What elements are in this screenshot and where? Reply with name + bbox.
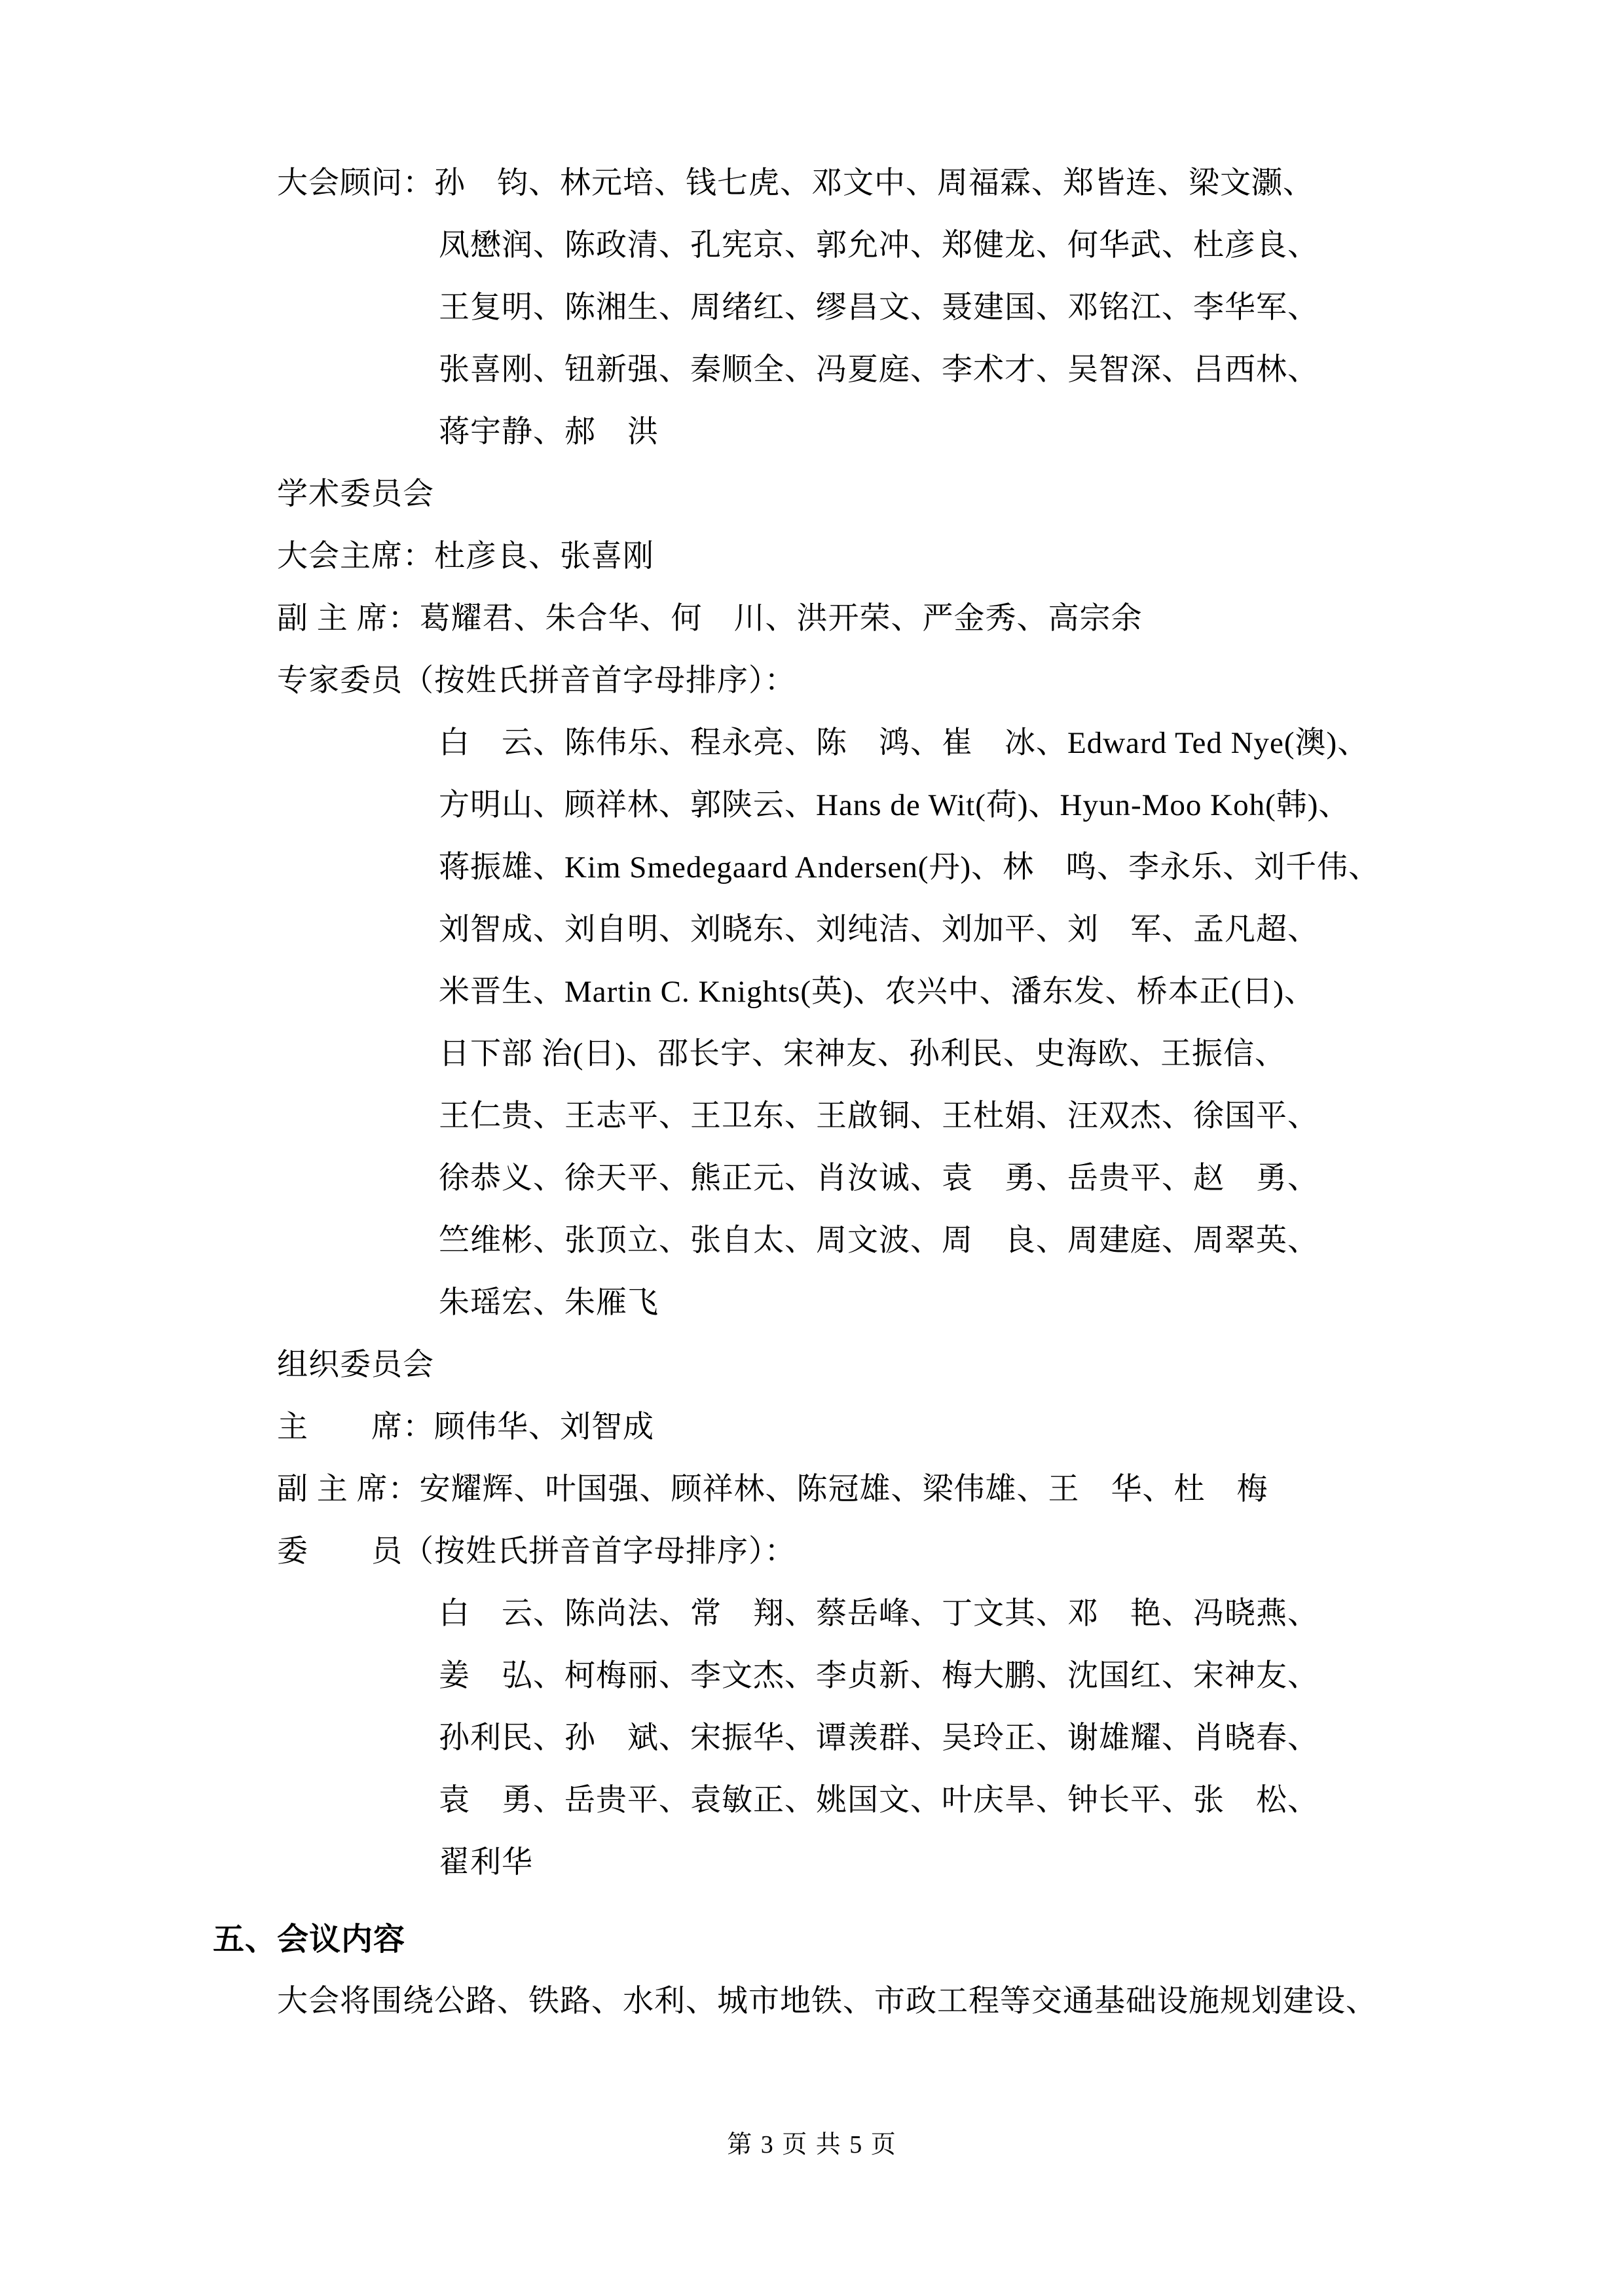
doc-line: 朱瑶宏、朱雁飞 bbox=[439, 1286, 659, 1320]
doc-line: 米晋生、Martin C. Knights(英)、农兴中、潘东发、桥本正(日)、 bbox=[439, 975, 1316, 1009]
doc-line: 大会主席：杜彦良、张喜刚 bbox=[277, 539, 654, 574]
doc-line: 副 主 席：葛耀君、朱合华、何 川、洪开荣、严金秀、高宗余 bbox=[277, 602, 1143, 636]
doc-line: 委 员（按姓氏拼音首字母排序）： bbox=[277, 1535, 796, 1569]
doc-line: 姜 弘、柯梅丽、李文杰、李贞新、梅大鹏、沈国红、宋神友、 bbox=[439, 1659, 1319, 1693]
doc-line: 孙利民、孙 斌、宋振华、谭羡群、吴玲正、谢雄耀、肖晓春、 bbox=[439, 1721, 1319, 1755]
document-body bbox=[213, 153, 1457, 2033]
doc-line: 张喜刚、钮新强、秦顺全、冯夏庭、李术才、吴智深、吕西林、 bbox=[439, 353, 1319, 387]
doc-line: 蒋宇静、郝 洪 bbox=[439, 415, 659, 449]
doc-line: 白 云、陈伟乐、程永亮、陈 鸿、崔 冰、Edward Ted Nye(澳)、 bbox=[439, 726, 1369, 760]
doc-line: 学术委员会 bbox=[277, 477, 434, 511]
doc-line: 徐恭义、徐天平、熊正元、肖汝诚、袁 勇、岳贵平、赵 勇、 bbox=[439, 1161, 1319, 1195]
doc-line: 白 云、陈尚法、常 翔、蔡岳峰、丁文其、邓 艳、冯晓燕、 bbox=[439, 1597, 1319, 1631]
doc-line: 方明山、顾祥林、郭陕云、Hans de Wit(荷)、Hyun-Moo Koh(韩)、 bbox=[439, 788, 1350, 822]
page-number-text: 第 3 页 共 5 页 bbox=[727, 2131, 897, 2159]
page-footer bbox=[0, 2129, 1624, 2160]
doc-line: 五、会议内容 bbox=[213, 1922, 406, 1957]
doc-line: 翟利华 bbox=[439, 1846, 533, 1880]
doc-line: 日下部 治(日)、邵长宇、宋神友、孙利民、史海欧、王振信、 bbox=[439, 1037, 1287, 1071]
doc-line: 竺维彬、张顶立、张自太、周文波、周 良、周建庭、周翠英、 bbox=[439, 1224, 1319, 1258]
doc-line: 凤懋润、陈政清、孔宪京、郭允冲、郑健龙、何华武、杜彦良、 bbox=[439, 228, 1319, 263]
doc-line: 大会顾问：孙 钧、林元培、钱七虎、邓文中、周福霖、郑皆连、梁文灏、 bbox=[277, 166, 1314, 200]
doc-line: 刘智成、刘自明、刘晓东、刘纯洁、刘加平、刘 军、孟凡超、 bbox=[439, 913, 1319, 947]
doc-line: 袁 勇、岳贵平、袁敏正、姚国文、叶庆旱、钟长平、张 松、 bbox=[439, 1783, 1319, 1817]
doc-line: 专家委员（按姓氏拼音首字母排序）： bbox=[277, 664, 796, 698]
doc-line: 王仁贵、王志平、王卫东、王啟铜、王杜娟、汪双杰、徐国平、 bbox=[439, 1099, 1319, 1133]
doc-line: 大会将围绕公路、铁路、水利、城市地铁、市政工程等交通基础设施规划建设、 bbox=[277, 1984, 1377, 2018]
doc-line: 主 席：顾伟华、刘智成 bbox=[277, 1410, 654, 1444]
doc-line: 王复明、陈湘生、周绪红、缪昌文、聂建国、邓铭江、李华军、 bbox=[439, 291, 1319, 325]
doc-line: 组织委员会 bbox=[277, 1348, 434, 1382]
doc-line: 副 主 席：安耀辉、叶国强、顾祥林、陈冠雄、梁伟雄、王 华、杜 梅 bbox=[277, 1472, 1268, 1506]
doc-line: 蒋振雄、Kim Smedegaard Andersen(丹)、林 鸣、李永乐、刘千伟、 bbox=[439, 850, 1380, 884]
